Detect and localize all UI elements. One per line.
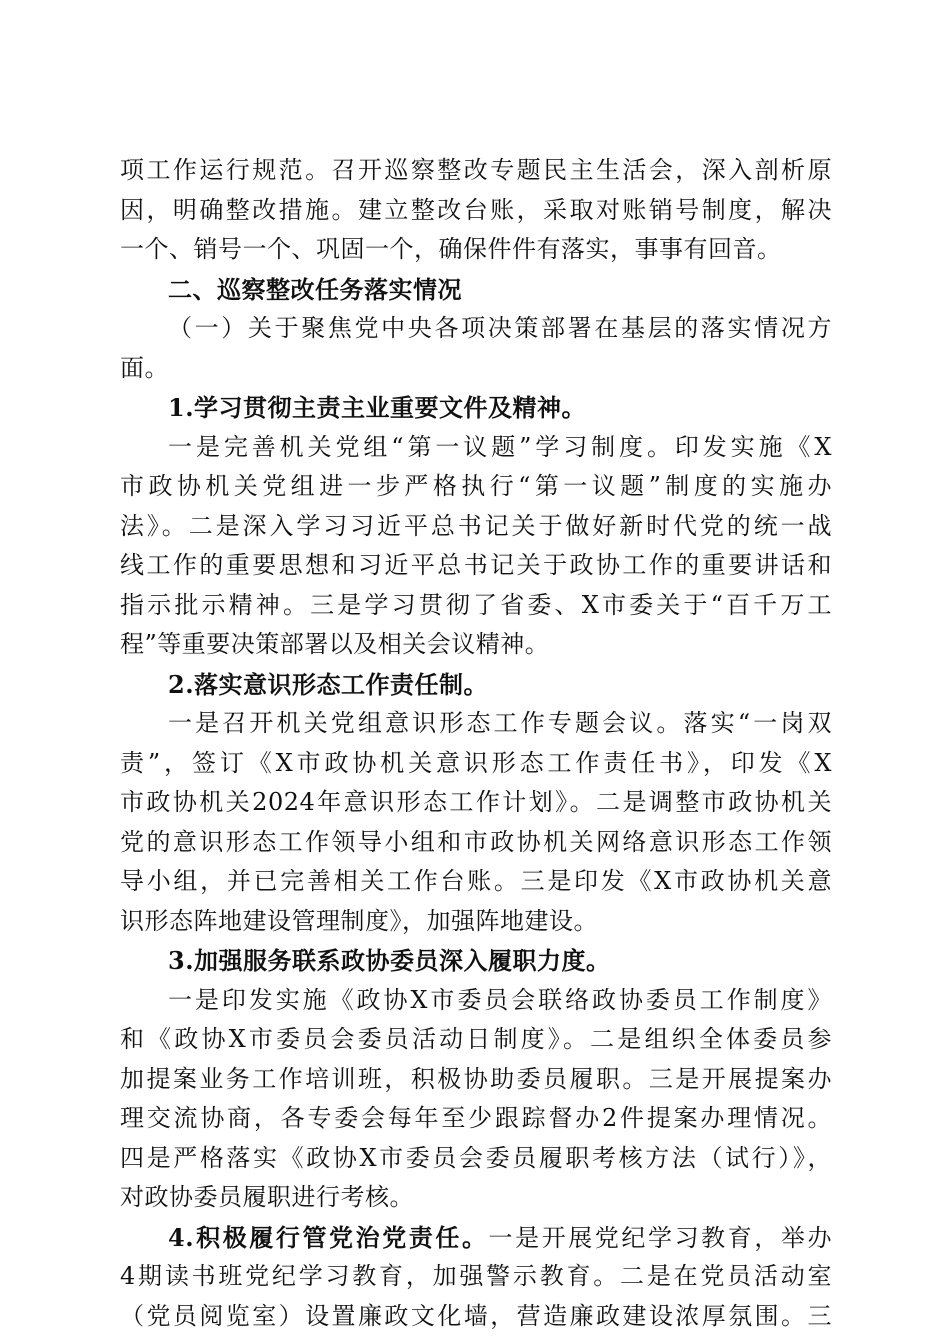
paragraph-line: 项工作运行规范。召开巡察整改专题民主生活会，深入剖析原 bbox=[120, 156, 832, 184]
section-heading: 二、巡察整改任务落实情况 bbox=[168, 274, 462, 304]
paragraph-line: 导小组，并已完善相关工作台账。三是印发《X市政协机关意 bbox=[120, 867, 832, 895]
item-text: 一是开展党纪学习教育，举办 bbox=[488, 1223, 832, 1252]
paragraph-line: 对政协委员履职进行考核。 bbox=[120, 1183, 414, 1211]
paragraph-line: 市政协机关党组进一步严格执行“第一议题”制度的实施办 bbox=[120, 472, 832, 500]
document-body bbox=[120, 151, 832, 1336]
paragraph-line: 法》。二是深入学习习近平总书记关于做好新时代党的统一战 bbox=[120, 511, 832, 540]
paragraph-line: 一是召开机关党组意识形态工作专题会议。落实“一岗双 bbox=[168, 709, 832, 737]
item-heading: 1.学习贯彻主责主业重要文件及精神。 bbox=[168, 393, 587, 422]
item-heading: 4.积极履行管党治党责任。 bbox=[168, 1222, 489, 1252]
paragraph-line: （党员阅览室）设置廉政文化墙，营造廉政建设浓厚氛围。三 bbox=[120, 1301, 832, 1330]
item-heading: 3.加强服务联系政协委员深入履职力度。 bbox=[168, 946, 611, 975]
paragraph-line: 市政协机关2024年意识形态工作计划》。二是调整市政协机关 bbox=[120, 788, 832, 816]
paragraph-line: 指示批示精神。三是学习贯彻了省委、X市委关于“百千万工 bbox=[120, 590, 832, 619]
paragraph-line: 一是完善机关党组“第一议题”学习制度。印发实施《X bbox=[168, 432, 832, 461]
paragraph-line: 程”等重要决策部署以及相关会议精神。 bbox=[120, 630, 550, 658]
paragraph-line: 和《政协X市委员会委员活动日制度》。二是组织全体委员参 bbox=[120, 1025, 832, 1053]
paragraph-line: 一是印发实施《政协X市委员会联络政协委员工作制度》 bbox=[168, 985, 832, 1014]
paragraph-line: 识形态阵地建设管理制度》，加强阵地建设。 bbox=[120, 906, 598, 935]
item-heading-with-text bbox=[120, 1218, 832, 1258]
paragraph-line: 因，明确整改措施。建立整改台账，采取对账销号制度，解决 bbox=[120, 195, 832, 224]
paragraph-line: 四是严格落实《政协X市委员会委员履职考核方法（试行）》， bbox=[120, 1143, 832, 1172]
paragraph-line: 党的意识形态工作领导小组和市政协机关网络意识形态工作领 bbox=[120, 827, 832, 856]
paragraph-line: 4期读书班党纪学习教育，加强警示教育。二是在党员活动室 bbox=[120, 1262, 832, 1290]
paragraph-line: 线工作的重要思想和习近平总书记关于政协工作的重要讲话和 bbox=[120, 551, 832, 579]
subsection-heading-continued: 面。 bbox=[120, 353, 169, 382]
paragraph-line: 一个、销号一个、巩固一个，确保件件有落实，事事有回音。 bbox=[120, 235, 782, 263]
paragraph-line: 加提案业务工作培训班，积极协助委员履职。三是开展提案办 bbox=[120, 1064, 832, 1093]
paragraph-line: 理交流协商，各专委会每年至少跟踪督办2件提案办理情况。 bbox=[120, 1104, 832, 1132]
subsection-heading: （一）关于聚焦党中央各项决策部署在基层的落实情况方 bbox=[168, 314, 832, 342]
item-heading: 2.落实意识形态工作责任制。 bbox=[168, 669, 489, 699]
paragraph-line: 责”，签订《X市政协机关意识形态工作责任书》，印发《X bbox=[120, 748, 832, 777]
